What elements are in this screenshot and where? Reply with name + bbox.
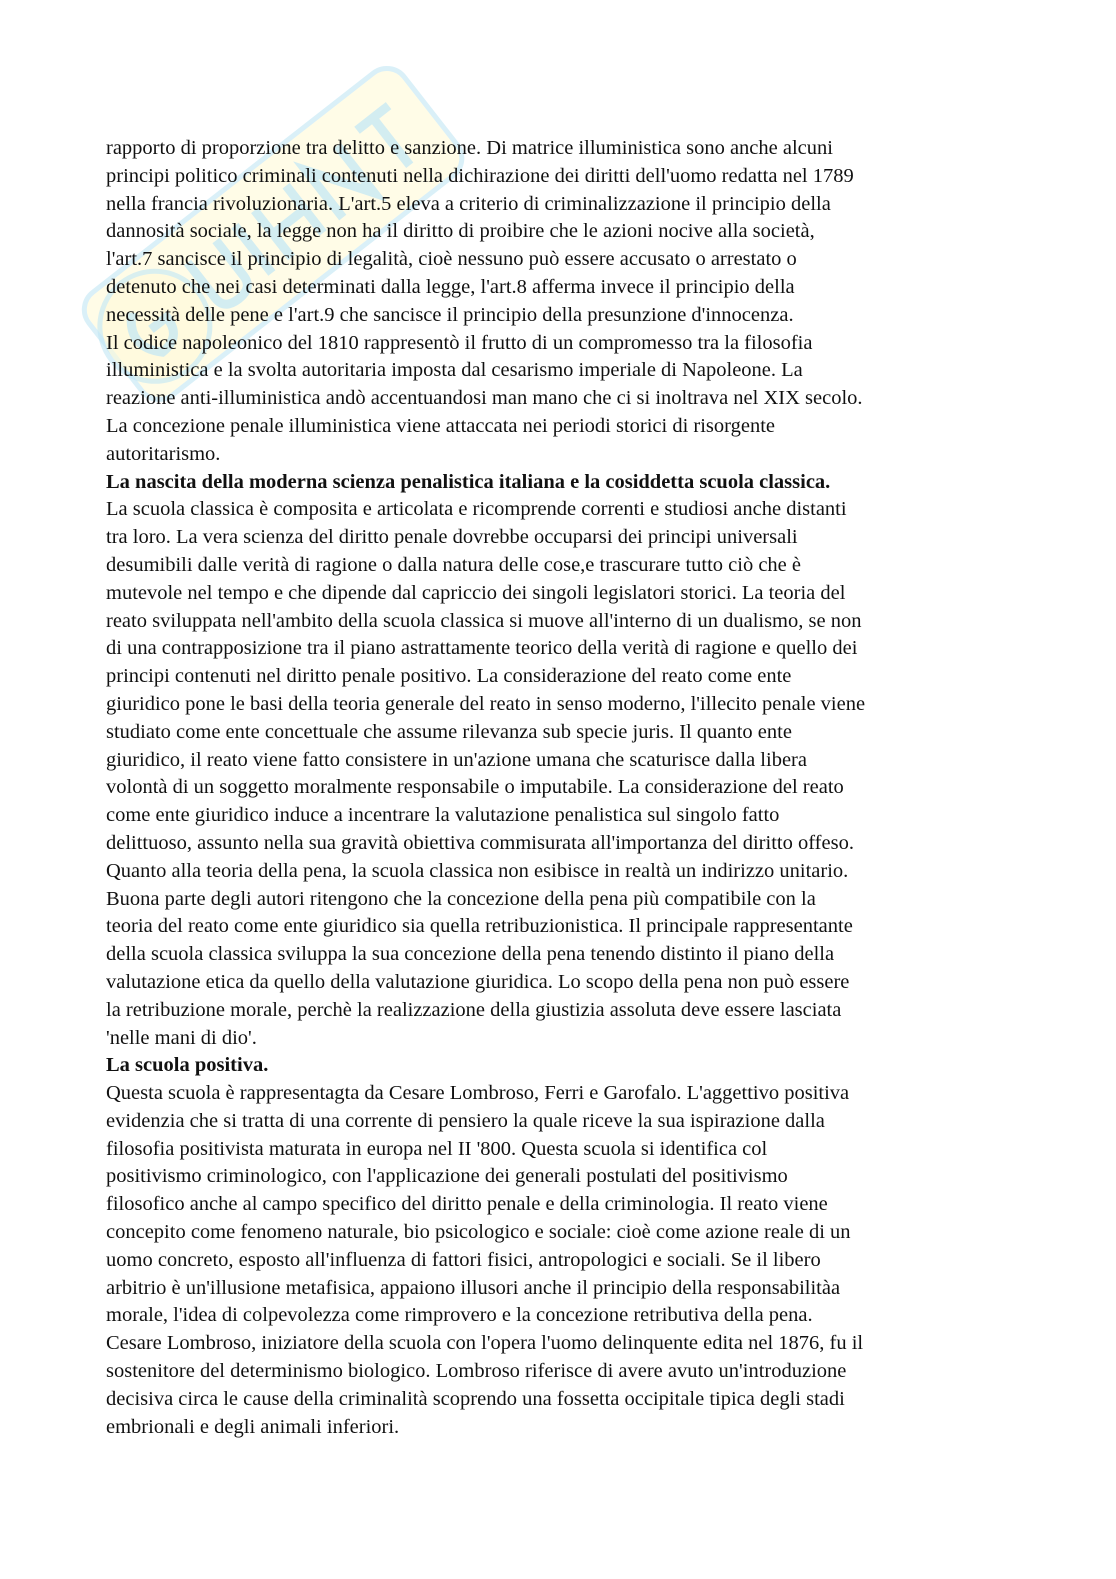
text-line: La scuola classica è composita e articolata e ricomprende correnti e studiosi anche distanti [106, 498, 847, 521]
text-line: di una contrapposizione tra il piano astrattamente teorico della verità di ragione e quello dei [106, 637, 858, 660]
text-line: sostenitore del determinismo biologico. Lombroso riferisce di avere avuto un'introduzione [106, 1360, 847, 1383]
text-line: principi contenuti nel diritto penale positivo. La considerazione del reato come ente [106, 665, 792, 688]
text-line: desumibili dalle verità di ragione o dalla natura delle cose,e trascurare tutto ciò che è [106, 553, 801, 576]
text-line: della scuola classica sviluppa la sua concezione della pena tenendo distinto il piano della [106, 943, 835, 966]
text-line: giuridico pone le basi della teoria generale del reato in senso moderno, l'illecito penale viene [106, 692, 866, 715]
text-line: rapporto di proporzione tra delitto e sanzione. Di matrice illuministica sono anche alcuni [106, 137, 833, 159]
text-line: illuministica e la svolta autoritaria imposta dal cesarismo imperiale di Napoleone. La [106, 359, 803, 382]
text-line: reato sviluppata nell'ambito della scuola classica si muove all'interno di un dualismo, se non [106, 609, 862, 632]
text-line: positivismo criminologico, con l'applicazione dei generali postulati del positivismo [106, 1165, 788, 1188]
text-line: Il codice napoleonico del 1810 rappresentò il frutto di un compromesso tra la filosofia [106, 331, 813, 354]
text-line: filosofia positivista maturata in europa nel II '800. Questa scuola si identifica col [106, 1137, 768, 1160]
text-line: detenuto che nei casi determinati dalla legge, l'art.8 afferma invece il principio della [106, 275, 795, 298]
text-line: Cesare Lombroso, iniziatore della scuola con l'opera l'uomo delinquente edita nel 1876, fu il [106, 1332, 864, 1355]
text-line: volontà di un soggetto moralmente responsabile o imputabile. La considerazione del reato [106, 776, 844, 799]
text-line: reazione anti-illuministica andò accentuandosi man mano che ci si inoltrava nel XIX secolo. [106, 387, 863, 410]
text-line: autoritarismo. [106, 442, 221, 465]
text-line: 'nelle mani di dio'. [106, 1026, 257, 1049]
text-line: principi politico criminali contenuti nella dichirazione dei diritti dell'uomo redatta nel 1789 [106, 164, 854, 187]
text-line: l'art.7 sancisce il principio di legalità, cioè nessuno può essere accusato o arrestato o [106, 248, 797, 271]
classical-paragraph [106, 496, 1016, 1052]
text-line: studiato come ente concettuale che assume rilevanza sub specie juris. Il quanto ente [106, 720, 792, 743]
text-line: teoria del reato come ente giuridico sia quella retribuzionistica. Il principale rappresentante [106, 915, 853, 938]
text-line: Questa scuola è rappresentagta da Cesare Lombroso, Ferri e Garofalo. L'aggettivo positiva [106, 1082, 850, 1105]
text-line: valutazione etica da quello della valutazione giuridica. Lo scopo della pena non può essere [106, 970, 850, 993]
text-line: uomo concreto, esposto all'influenza di fattori fisici, antropologici e sociali. Se il libero [106, 1248, 821, 1271]
text-line: necessità delle pene e l'art.9 che sancisce il principio della presunzione d'innocenza. [106, 303, 794, 326]
text-line: arbitrio è un'illusione metafisica, appaiono illusori anche il principio della responsabilitàa [106, 1276, 841, 1299]
text-line: evidenzia che si tratta di una corrente di pensiero la quale riceve la sua ispirazione dalla [106, 1109, 825, 1132]
text-line: embrionali e degli animali inferiori. [106, 1415, 400, 1438]
text-line: dannosità sociale, la legge non ha il diritto di proibire che le azioni nocive alla società, [106, 220, 815, 243]
text-line: Buona parte degli autori ritengono che la concezione della pena più compatibile con la [106, 887, 816, 910]
text-line: decisiva circa le cause della criminalità scoprendo una fossetta occipitale tipica degli stadi [106, 1387, 845, 1410]
text-line: mutevole nel tempo e che dipende dal capriccio dei singoli legislatori storici. La teoria del [106, 581, 846, 604]
text-line: tra loro. La vera scienza del diritto penale dovrebbe occuparsi dei principi universali [106, 526, 798, 549]
text-line: nella francia rivoluzionaria. L'art.5 eleva a criterio di criminalizzazione il principio della [106, 192, 831, 215]
text-line: la retribuzione morale, perchè la realizzazione della giustizia assoluta deve essere lasciata [106, 998, 842, 1021]
document-page [106, 135, 1016, 1441]
text-line: come ente giuridico induce a incentrare la valutazione penalistica sul singolo fatto [106, 804, 780, 827]
text-line: filosofico anche al campo specifico del diritto penale e della criminologia. Il reato viene [106, 1193, 828, 1216]
text-line: morale, l'idea di colpevolezza come rimprovero e la concezione retributiva della pena. [106, 1304, 813, 1327]
text-line: delittuoso, assunto nella sua gravità obiettiva commisurata all'importanza del diritto offeso. [106, 831, 854, 854]
intro-paragraph [106, 135, 1016, 469]
text-line: giuridico, il reato viene fatto consistere in un'azione umana che scaturisce dalla libera [106, 748, 807, 771]
text-line: Quanto alla teoria della pena, la scuola classica non esibisce in realtà un indirizzo unitario. [106, 859, 849, 882]
positive-paragraph [106, 1080, 1016, 1441]
text-line: concepito come fenomeno naturale, bio psicologico e sociale: cioè come azione reale di un [106, 1221, 851, 1244]
text-line: La concezione penale illuministica viene attaccata nei periodi storici di risorgente [106, 414, 776, 437]
heading-classical-school: La nascita della moderna scienza penalistica italiana e la cosiddetta scuola classica. [106, 470, 831, 493]
heading-positive-school: La scuola positiva. [106, 1054, 269, 1077]
